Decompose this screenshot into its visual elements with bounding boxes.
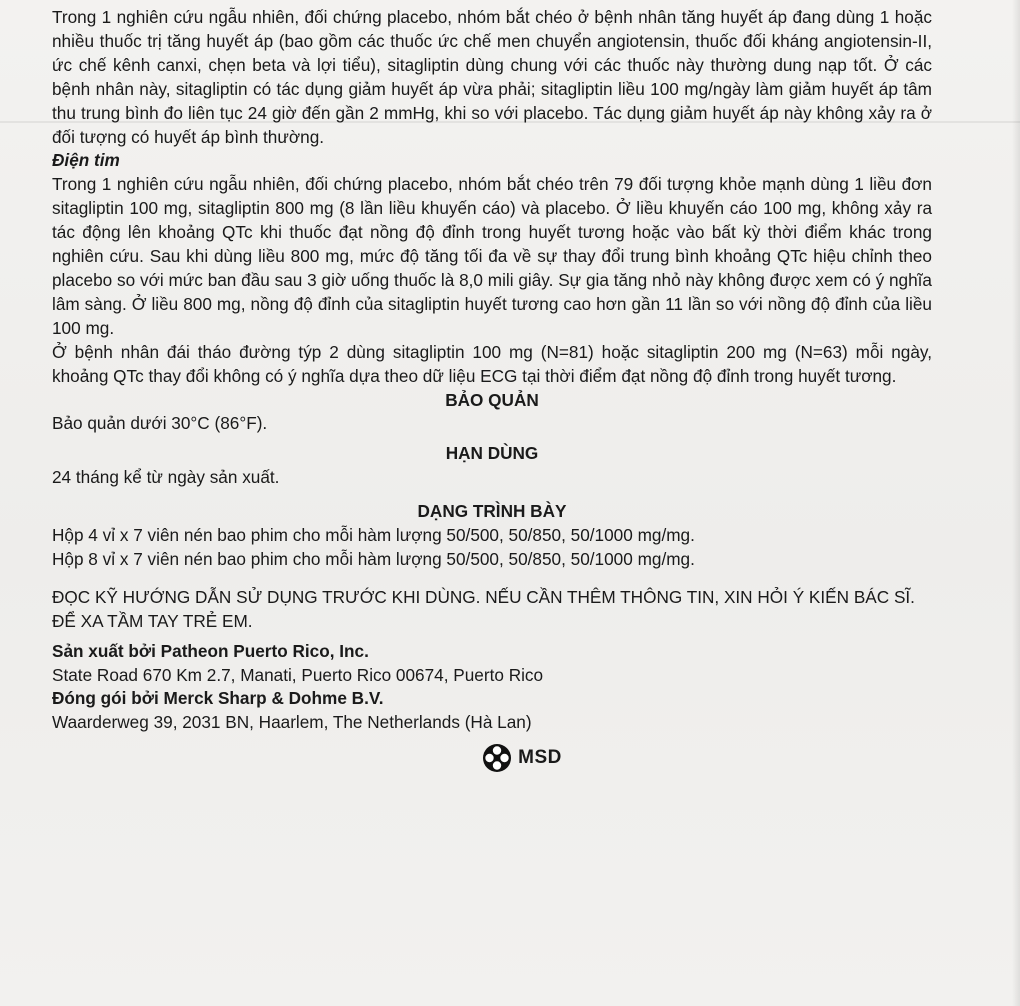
paragraph-ecg-study: Trong 1 nghiên cứu ngẫu nhiên, đối chứng placebo, nhóm bắt chéo trên 79 đối tượng khỏe mạnh dùng 1 liều đơn sitagliptin 100 mg, sitagliptin 800 mg (8 lần liều khuyến cáo) và placebo. Ở liều khuyến cáo 100 mg, không xảy ra tác động lên khoảng QTc khi thuốc đạt nồng độ đỉnh trong huyết tương hoặc vào bất kỳ thời điểm khác trong nghiên cứu. Sau khi dùng liều 800 mg, mức độ tăng tối đa về sự thay đổi trung bình khoảng QTc hiệu chỉnh theo placebo so với mức ban đầu sau 3 giờ uống thuốc là 8,0 mili giây. Sự gia tăng nhỏ này không được xem có ý nghĩa lâm sàng. Ở liều 800 mg, nồng độ đỉnh của sitagliptin huyết tương cao hơn gần 11 lần so với nồng độ đỉnh của liều 100 mg. — [52, 174, 932, 338]
msd-logo-text: MSD — [518, 747, 562, 769]
heading-ecg: Điện tim — [52, 150, 120, 171]
heading-expiry: HẠN DÙNG — [445, 443, 539, 464]
manufacturer-address: State Road 670 Km 2.7, Manati, Puerto Rico 00674, Puerto Rico — [52, 664, 544, 685]
packager-label: Đóng gói bởi Merck Sharp & Dohme B.V. — [52, 688, 384, 709]
warning-children: ĐỂ XA TẦM TAY TRẺ EM. — [52, 610, 253, 631]
msd-logo — [112, 743, 932, 773]
manufacturer-label: Sản xuất bởi Patheon Puerto Rico, Inc. — [52, 640, 369, 661]
presentation-line-1: Hộp 4 vỉ x 7 viên nén bao phim cho mỗi hàm lượng 50/500, 50/850, 50/1000 mg/mg. — [52, 525, 695, 546]
presentation-line-2: Hộp 8 vỉ x 7 viên nén bao phim cho mỗi hàm lượng 50/500, 50/850, 50/1000 mg/mg. — [52, 548, 695, 569]
storage-text: Bảo quản dưới 30°C (86°F). — [52, 413, 268, 434]
warning-read-instructions: ĐỌC KỸ HƯỚNG DẪN SỬ DỤNG TRƯỚC KHI DÙNG. NẾU CẦN THÊM THÔNG TIN, XIN HỎI Ý KIẾN BÁC SĨ. — [52, 586, 915, 607]
msd-logo-icon — [482, 743, 512, 773]
expiry-text: 24 tháng kể từ ngày sản xuất. — [52, 467, 280, 488]
paragraph-blood-pressure: Trong 1 nghiên cứu ngẫu nhiên, đối chứng placebo, nhóm bắt chéo ở bệnh nhân tăng huyết áp đang dùng 1 hoặc nhiều thuốc trị tăng huyết áp (bao gồm các thuốc ức chế men chuyển angiotensin, thuốc đối kháng angiotensin-II, ức chế kênh canxi, chẹn beta và lợi tiểu), sitagliptin dùng chung với các thuốc này thường dung nạp tốt. Ở các bệnh nhân này, sitagliptin có tác dụng giảm huyết áp vừa phải; sitagliptin liều 100 mg/ngày làm giảm huyết áp tâm thu trung bình đo liên tục 24 giờ đến gần 2 mmHg, khi so với placebo. Tác dụng giảm huyết áp này không xảy ra ở đối tượng có huyết áp bình thường. — [52, 7, 932, 147]
paper-edge-shadow — [1012, 0, 1020, 1006]
paragraph-ecg-diabetes: Ở bệnh nhân đái tháo đường týp 2 dùng sitagliptin 100 mg (N=81) hoặc sitagliptin 200 mg (N=63) mỗi ngày, khoảng QTc thay đổi không có ý nghĩa dựa theo dữ liệu ECG tại thời điểm đạt nồng độ đỉnh trong huyết tương. — [52, 341, 932, 386]
heading-storage: BẢO QUẢN — [445, 389, 539, 410]
leaflet-content — [52, 6, 932, 773]
packager-address: Waarderweg 39, 2031 BN, Haarlem, The Netherlands (Hà Lan) — [52, 712, 532, 733]
heading-presentation: DẠNG TRÌNH BÀY — [417, 501, 567, 522]
